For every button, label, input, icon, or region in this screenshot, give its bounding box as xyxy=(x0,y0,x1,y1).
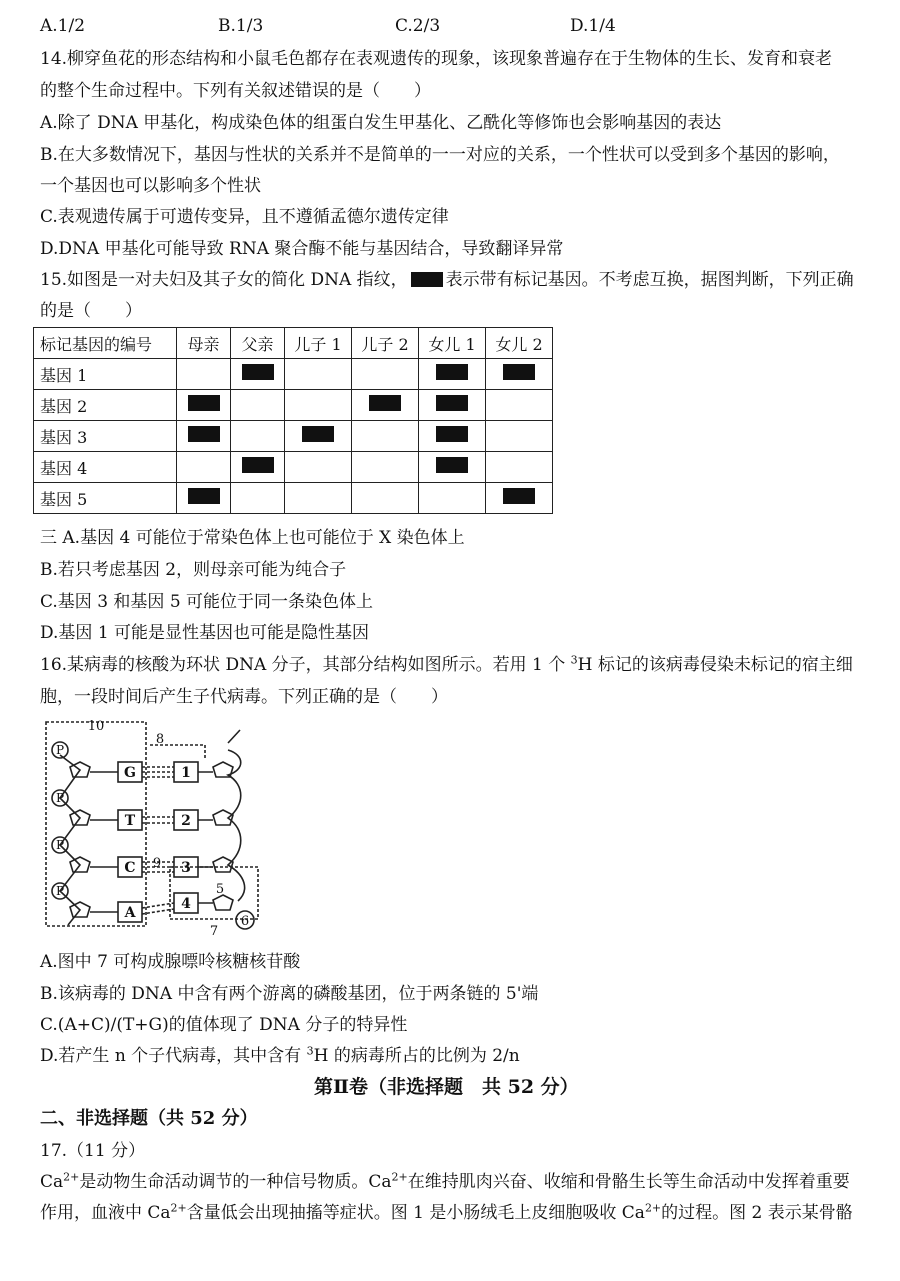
marker-band xyxy=(188,426,220,442)
q16-option-c: C.(A+C)/(T+G)的值体现了 DNA 分子的特异性 xyxy=(40,1015,408,1035)
q16-option-b: B.该病毒的 DNA 中含有两个游离的磷酸基团，位于两条链的 5'端 xyxy=(40,984,539,1004)
marker-band xyxy=(369,395,401,411)
table-cell xyxy=(419,359,486,390)
q16-stem-pre: 16.某病毒的核酸为环状 DNA 分子，其部分结构如图所示。若用 1 个 xyxy=(40,655,571,675)
table-cell xyxy=(177,359,231,390)
q17-text: 含量低会出现抽搐等症状。图 1 是小肠绒毛上皮细胞吸收 Ca xyxy=(186,1203,645,1223)
marker-band xyxy=(436,457,468,473)
sugar-pentagon xyxy=(213,857,233,872)
q14-option-d: D.DNA 甲基化可能导致 RNA 聚合酶不能与基因结合，导致翻译异常 xyxy=(40,239,564,259)
sugar-pentagon xyxy=(213,895,233,910)
table-header-cell: 儿子 1 xyxy=(285,328,352,359)
right-backbone xyxy=(228,730,245,901)
charge-superscript: 2+ xyxy=(63,1170,80,1184)
marker-band xyxy=(302,426,334,442)
q15-stem-line2: 的是（ ） xyxy=(40,301,142,321)
q17-text: 作用，血液中 Ca xyxy=(40,1203,171,1223)
q14-stem-line1: 14.柳穿鱼花的形态结构和小鼠毛色都存在表观遗传的现象，该现象普遍存在于生物体的生长、发育和衰老 xyxy=(40,49,833,69)
base-label-3: 3 xyxy=(181,860,191,876)
table-header-cell: 母亲 xyxy=(177,328,231,359)
q15-stem-line1 xyxy=(40,268,854,292)
table-header-cell: 标记基因的编号 xyxy=(34,328,177,359)
table-cell xyxy=(231,390,285,421)
charge-superscript: 2+ xyxy=(644,1201,662,1215)
sugar-base-bond xyxy=(198,772,213,903)
phosphate-label: P xyxy=(55,743,65,757)
table-row xyxy=(34,483,553,514)
gene-label-cell: 基因 3 xyxy=(34,421,177,452)
q16-option-d-pre: D.若产生 n 个子代病毒，其中含有 xyxy=(40,1046,307,1066)
table-cell xyxy=(352,483,419,514)
table-cell xyxy=(177,390,231,421)
base-label-g: G xyxy=(124,765,136,781)
part2-title: 第Ⅱ卷（非选择题 共 52 分） xyxy=(314,1076,579,1098)
isotope-superscript: 3 xyxy=(570,653,578,667)
table-cell xyxy=(285,452,352,483)
base-label-1: 1 xyxy=(181,765,191,781)
table-cell xyxy=(419,483,486,514)
table-header-cell: 女儿 2 xyxy=(486,328,553,359)
table-header-row xyxy=(34,328,553,359)
gene-label-cell: 基因 1 xyxy=(34,359,177,390)
q17-para-line2 xyxy=(40,1201,853,1225)
q17-text: 在维持肌肉兴奋、收缩和骨骼生长等生命活动中发挥着重要 xyxy=(407,1172,850,1192)
table-cell xyxy=(285,421,352,452)
q17-para-line1 xyxy=(40,1170,850,1194)
q17-text: 的过程。图 2 表示某骨骼 xyxy=(661,1203,853,1223)
table-cell xyxy=(177,483,231,514)
q16-stem-post: H 标记的该病毒侵染未标记的宿主细 xyxy=(577,655,853,675)
table-row xyxy=(34,359,553,390)
q13-options xyxy=(0,14,900,38)
q16-option-d xyxy=(40,1044,520,1068)
q17-text: 是动物生命活动调节的一种信号物质。Ca xyxy=(79,1172,392,1192)
gene-label-cell: 基因 5 xyxy=(34,483,177,514)
table-header-cell: 儿子 2 xyxy=(352,328,419,359)
table-cell xyxy=(285,390,352,421)
table-cell xyxy=(352,359,419,390)
q14-option-a: A.除了 DNA 甲基化，构成染色体的组蛋白发生甲基化、乙酰化等修饰也会影响基因的表达 xyxy=(40,113,722,133)
table-cell xyxy=(285,359,352,390)
table-cell xyxy=(419,421,486,452)
box-8-line xyxy=(150,745,205,760)
q15-stem-post: 表示带有标记基因。不考虑互换，据图判断，下列正确 xyxy=(445,270,854,290)
base-label-a: A xyxy=(124,905,136,921)
label-5: 5 xyxy=(215,882,225,897)
phosphate-label: P xyxy=(55,884,65,898)
table-body xyxy=(34,359,553,514)
marker-legend-icon xyxy=(411,272,443,287)
isotope-superscript: 3 xyxy=(306,1044,314,1058)
q16-option-d-post: H 的病毒所占的比例为 2/n xyxy=(313,1046,520,1066)
marker-band xyxy=(242,457,274,473)
table-header-cell: 女儿 1 xyxy=(419,328,486,359)
q16-stem-line2: 胞，一段时间后产生子代病毒。下列正确的是（ ） xyxy=(40,687,448,707)
phosphate-label: P xyxy=(55,791,65,805)
q15-option-b: B.若只考虑基因 2，则母亲可能为纯合子 xyxy=(40,560,347,580)
marker-band xyxy=(503,488,535,504)
q15-option-d: D.基因 1 可能是显性基因也可能是隐性基因 xyxy=(40,623,370,643)
label-9: 9 xyxy=(152,856,162,871)
table-cell xyxy=(486,483,553,514)
q13-option-b: B.1/3 xyxy=(218,16,264,36)
dna-fingerprint-table xyxy=(33,327,553,514)
q13-option-a: A.1/2 xyxy=(40,16,86,36)
base-label-2: 2 xyxy=(181,813,191,829)
label-7: 7 xyxy=(209,924,219,937)
base-label-4: 4 xyxy=(181,896,191,912)
q14-option-b-line2: 一个基因也可以影响多个性状 xyxy=(40,176,261,196)
table-header-cell: 父亲 xyxy=(231,328,285,359)
gene-label-cell: 基因 4 xyxy=(34,452,177,483)
marker-band xyxy=(503,364,535,380)
table-row xyxy=(34,390,553,421)
table-cell xyxy=(231,452,285,483)
table-cell xyxy=(352,452,419,483)
charge-superscript: 2+ xyxy=(170,1201,187,1215)
table-cell xyxy=(285,483,352,514)
gene-label-cell: 基因 2 xyxy=(34,390,177,421)
label-10: 10 xyxy=(87,719,105,734)
table-cell xyxy=(352,390,419,421)
table-row xyxy=(34,421,553,452)
table-cell xyxy=(419,452,486,483)
table-cell xyxy=(352,421,419,452)
table-cell xyxy=(231,483,285,514)
table-cell xyxy=(177,452,231,483)
table-row xyxy=(34,452,553,483)
q16-option-a: A.图中 7 可构成腺嘌呤核糖核苷酸 xyxy=(40,952,301,972)
marker-band xyxy=(188,395,220,411)
table-cell xyxy=(177,421,231,452)
q14-option-c: C.表观遗传属于可遗传变异，且不遵循孟德尔遗传定律 xyxy=(40,207,449,227)
q17-text: Ca xyxy=(40,1172,64,1192)
sugar-pentagon xyxy=(213,810,233,825)
table-cell xyxy=(486,421,553,452)
q14-stem-line2: 的整个生命过程中。下列有关叙述错误的是（ ） xyxy=(40,81,431,101)
q13-option-d: D.1/4 xyxy=(570,16,616,36)
dna-structure-figure xyxy=(40,715,270,937)
q14-option-b-line1: B.在大多数情况下，基因与性状的关系并不是简单的一一对应的关系，一个性状可以受到多个基因的影响， xyxy=(40,145,840,165)
sugar-pentagon xyxy=(213,762,233,777)
label-6: 6 xyxy=(240,914,250,929)
q13-option-c: C.2/3 xyxy=(395,16,441,36)
table-cell xyxy=(486,390,553,421)
phosphate-label: P xyxy=(55,838,65,852)
label-8: 8 xyxy=(155,732,165,747)
table-cell xyxy=(486,359,553,390)
marker-band xyxy=(242,364,274,380)
sugar-base-bond xyxy=(90,772,118,912)
section2-title: 二、非选择题（共 52 分） xyxy=(40,1108,258,1129)
table-cell xyxy=(231,421,285,452)
charge-superscript: 2+ xyxy=(391,1170,408,1184)
marker-band xyxy=(436,395,468,411)
table-cell xyxy=(486,452,553,483)
q17-number: 17.（11 分） xyxy=(40,1141,146,1161)
base-label-t: T xyxy=(124,813,136,829)
q15-option-c: C.基因 3 和基因 5 可能位于同一条染色体上 xyxy=(40,592,374,612)
q15-option-a: 三 A.基因 4 可能位于常染色体上也可能位于 X 染色体上 xyxy=(40,528,465,548)
q15-stem-pre: 15.如图是一对夫妇及其子女的简化 DNA 指纹， xyxy=(40,270,408,290)
base-label-c: C xyxy=(124,860,136,876)
table-cell xyxy=(231,359,285,390)
marker-band xyxy=(436,364,468,380)
marker-band xyxy=(436,426,468,442)
table-cell xyxy=(419,390,486,421)
q16-stem-line1 xyxy=(40,653,853,677)
marker-band xyxy=(188,488,220,504)
